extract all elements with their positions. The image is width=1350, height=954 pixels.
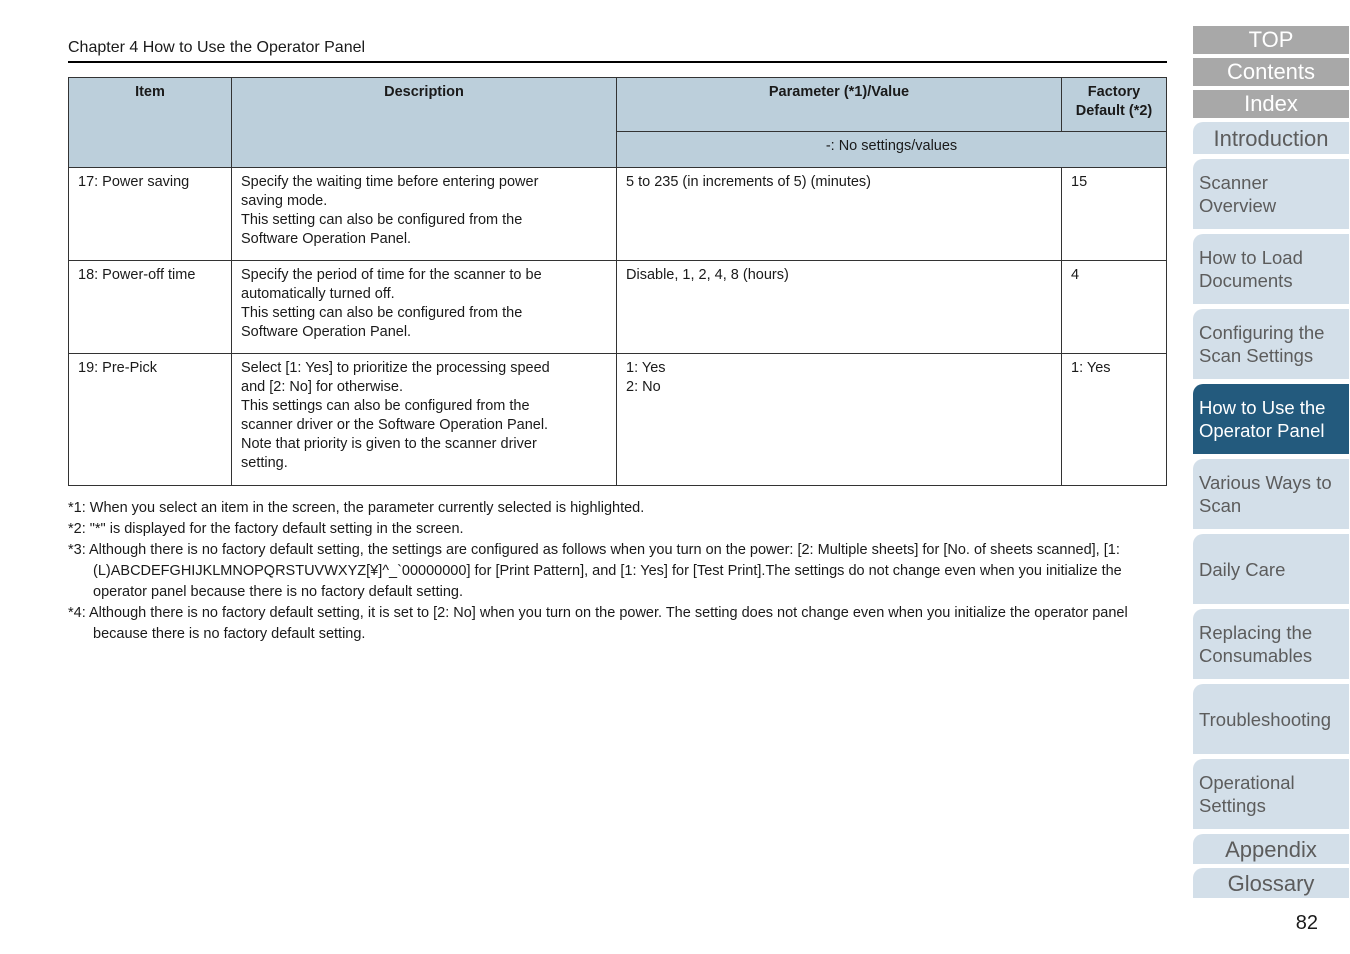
- nav-glossary[interactable]: Glossary: [1193, 868, 1349, 898]
- row-value: 5 to 235 (in increments of 5) (minutes): [617, 168, 1062, 261]
- nav-various-ways-to-scan[interactable]: Various Ways to Scan: [1193, 459, 1349, 529]
- header-description: Description: [232, 78, 617, 168]
- footnote-1: *1: When you select an item in the screen, the parameter currently selected is highlighted.: [68, 500, 645, 516]
- row-description: Specify the period of time for the scanner to be automatically turned off. This setting can also be configured from the Software Operation Panel.: [232, 261, 617, 354]
- row-default: 1: Yes: [1062, 354, 1167, 486]
- nav-introduction[interactable]: Introduction: [1193, 122, 1349, 154]
- row-item: 17: Power saving: [69, 168, 232, 261]
- footnote-3: *3: Although there is no factory default setting, the settings are configured as follows when you turn on the power: [2: Multiple sheets] for [No. of sheets scanned], [1:(L)ABCDEFGHIJKLMNOPQRSTUVWXYZ[¥]^_`00000000] for [Print Pattern], and [1: Yes] for [Test Print].The settings do not change even when you initialize the operator panel because there is no factory default setting.: [68, 542, 1122, 600]
- footnote-4: *4: Although there is no factory default setting, it is set to [2: No] when you turn on the power. The setting does not change even when you initialize the operator panel because there is no factory default setting.: [68, 605, 1128, 642]
- footnotes: [68, 498, 1168, 645]
- header-legend: -: No settings/values: [617, 132, 1167, 168]
- row-item: 19: Pre-Pick: [69, 354, 232, 486]
- nav-appendix[interactable]: Appendix: [1193, 834, 1349, 864]
- settings-table: [68, 77, 1167, 486]
- nav-scanner-overview[interactable]: Scanner Overview: [1193, 159, 1349, 229]
- page-number: 82: [1295, 912, 1318, 934]
- row-value: Disable, 1, 2, 4, 8 (hours): [617, 261, 1062, 354]
- nav-daily-care[interactable]: Daily Care: [1193, 534, 1349, 604]
- nav-how-to-use-operator-panel[interactable]: How to Use the Operator Panel: [1193, 384, 1349, 454]
- row-value: 1: Yes 2: No: [617, 354, 1062, 486]
- row-description: Specify the waiting time before entering power saving mode. This setting can also be configured from the Software Operation Panel.: [232, 168, 617, 261]
- nav-top-button[interactable]: TOP: [1193, 26, 1349, 54]
- nav-operational-settings[interactable]: Operational Settings: [1193, 759, 1349, 829]
- nav-configuring-scan-settings[interactable]: Configuring the Scan Settings: [1193, 309, 1349, 379]
- row-item: 18: Power-off time: [69, 261, 232, 354]
- table-row: [69, 168, 1167, 261]
- header-item: Item: [69, 78, 232, 168]
- table-row: [69, 354, 1167, 486]
- row-default: 4: [1062, 261, 1167, 354]
- row-default: 15: [1062, 168, 1167, 261]
- nav-contents-button[interactable]: Contents: [1193, 58, 1349, 86]
- chapter-title: Chapter 4 How to Use the Operator Panel: [68, 38, 1167, 63]
- table-row: [69, 261, 1167, 354]
- footnote-2: *2: "*" is displayed for the factory default setting in the screen.: [68, 521, 464, 537]
- nav-troubleshooting[interactable]: Troubleshooting: [1193, 684, 1349, 754]
- header-parameter: Parameter (*1)/Value: [617, 78, 1062, 132]
- header-factory-default: Factory Default (*2): [1062, 78, 1167, 132]
- row-description: Select [1: Yes] to prioritize the processing speed and [2: No] for otherwise. This settings can also be configured from the scanner driver or the Software Operation Panel. Note that priority is given to the scanner driver setting.: [232, 354, 617, 486]
- nav-index-button[interactable]: Index: [1193, 90, 1349, 118]
- nav-how-to-load-documents[interactable]: How to Load Documents: [1193, 234, 1349, 304]
- nav-replacing-consumables[interactable]: Replacing the Consumables: [1193, 609, 1349, 679]
